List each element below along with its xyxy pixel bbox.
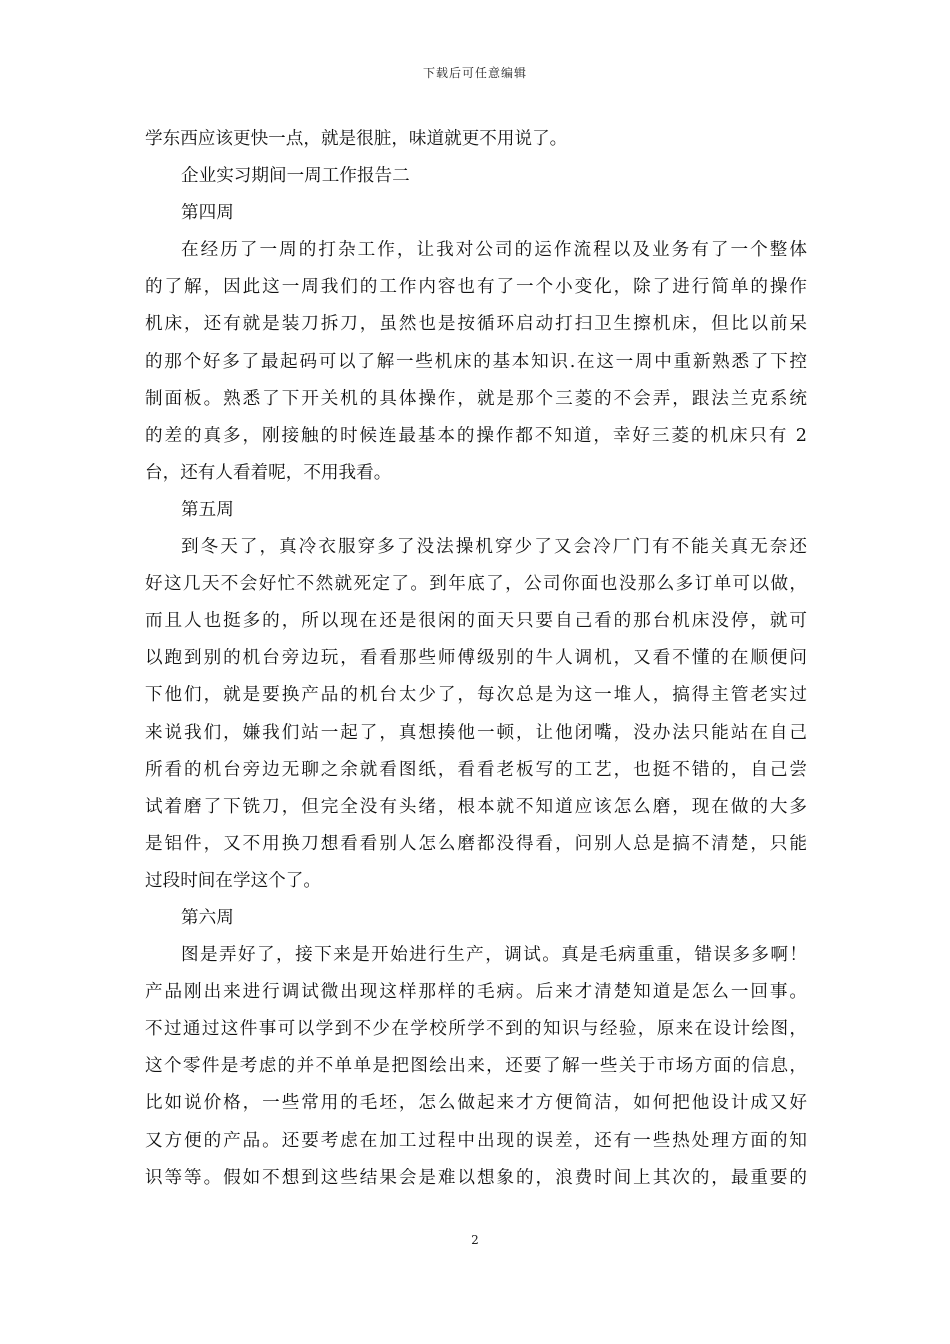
text-line: 学东西应该更快一点，就是很脏，味道就更不用说了。 xyxy=(145,129,568,149)
paragraph xyxy=(145,121,807,158)
text-line: 的差的真多，刚接触的时候连最基本的操作都不知道，幸好三菱的机床只有 2 xyxy=(145,425,807,446)
paragraph xyxy=(145,937,807,1197)
text-line: 好这几天不会好忙不然就死定了。到年底了，公司你面也没那么多订单可以做， xyxy=(145,574,807,595)
text-line: 而且人也挺多的，所以现在还是很闲的面天只要自己看的那台机床没停，就可 xyxy=(145,611,807,632)
page-header: 下载后可任意编辑 xyxy=(422,66,527,80)
text-line: 这个零件是考虑的并不单单是把图绘出来，还要了解一些关于市场方面的信息， xyxy=(145,1056,807,1077)
text-line: 来说我们，嫌我们站一起了，真想揍他一顿，让他闭嘴，没办法只能站在自己 xyxy=(145,722,807,743)
text-line: 是铝件，又不用换刀想看看别人怎么磨都没得看，问别人总是搞不清楚，只能 xyxy=(145,833,807,854)
text-line: 以跑到别的机台旁边玩，看看那些师傅级别的牛人调机，又看不懂的在顺便问 xyxy=(145,648,807,669)
paragraph xyxy=(145,195,807,232)
paragraph xyxy=(145,158,807,195)
paragraph xyxy=(145,232,807,492)
paragraph xyxy=(145,492,807,529)
text-line: 企业实习期间一周工作报告二 xyxy=(181,166,410,187)
text-line: 过段时间在学这个了。 xyxy=(145,870,321,891)
text-line: 第六周 xyxy=(181,907,234,928)
text-line: 不过通过这件事可以学到不少在学校所学不到的知识与经验，原来在设计绘图， xyxy=(145,1019,807,1040)
text-line: 试着磨了下铣刀，但完全没有头绪，根本就不知道应该怎么磨，现在做的大多 xyxy=(145,796,807,817)
document-body xyxy=(145,121,807,1197)
text-line: 产品刚出来进行调试微出现这样那样的毛病。后来才清楚知道是怎么一回事。 xyxy=(145,982,807,1003)
page-number: 2 xyxy=(471,1233,479,1247)
text-line: 在经历了一周的打杂工作，让我对公司的运作流程以及业务有了一个整体 xyxy=(181,240,807,261)
text-line: 机床，还有就是装刀拆刀，虽然也是按循环启动打扫卫生擦机床，但比以前呆 xyxy=(145,314,807,335)
text-line: 制面板。熟悉了下开关机的具体操作，就是那个三菱的不会弄，跟法兰克系统 xyxy=(145,388,807,409)
text-line: 所看的机台旁边无聊之余就看图纸，看看老板写的工艺，也挺不错的，自己尝 xyxy=(145,759,807,780)
text-line: 下他们，就是要换产品的机台太少了，每次总是为这一堆人，搞得主管老实过 xyxy=(145,685,807,706)
text-line: 第五周 xyxy=(181,499,234,520)
text-line: 到冬天了，真冷衣服穿多了没法操机穿少了又会冷厂门有不能关真无奈还 xyxy=(181,537,807,558)
text-line: 第四周 xyxy=(181,203,234,224)
paragraph xyxy=(145,900,807,937)
text-line: 的了解，因此这一周我们的工作内容也有了一个小变化，除了进行简单的操作 xyxy=(145,277,807,298)
paragraph xyxy=(145,529,807,900)
text-line: 又方便的产品。还要考虑在加工过程中出现的误差，还有一些热处理方面的知 xyxy=(145,1130,807,1151)
text-line: 比如说价格，一些常用的毛坯，怎么做起来才方便简洁，如何把他设计成又好 xyxy=(145,1093,807,1114)
text-line: 识等等。假如不想到这些结果会是难以想象的，浪费时间上其次的，最重要的 xyxy=(145,1167,807,1188)
text-line: 台，还有人看着呢，不用我看。 xyxy=(145,462,392,483)
text-line: 的那个好多了最起码可以了解一些机床的基本知识.在这一周中重新熟悉了下控 xyxy=(145,351,807,372)
text-line: 图是弄好了，接下来是开始进行生产，调试。真是毛病重重，错误多多啊！ xyxy=(181,945,807,966)
